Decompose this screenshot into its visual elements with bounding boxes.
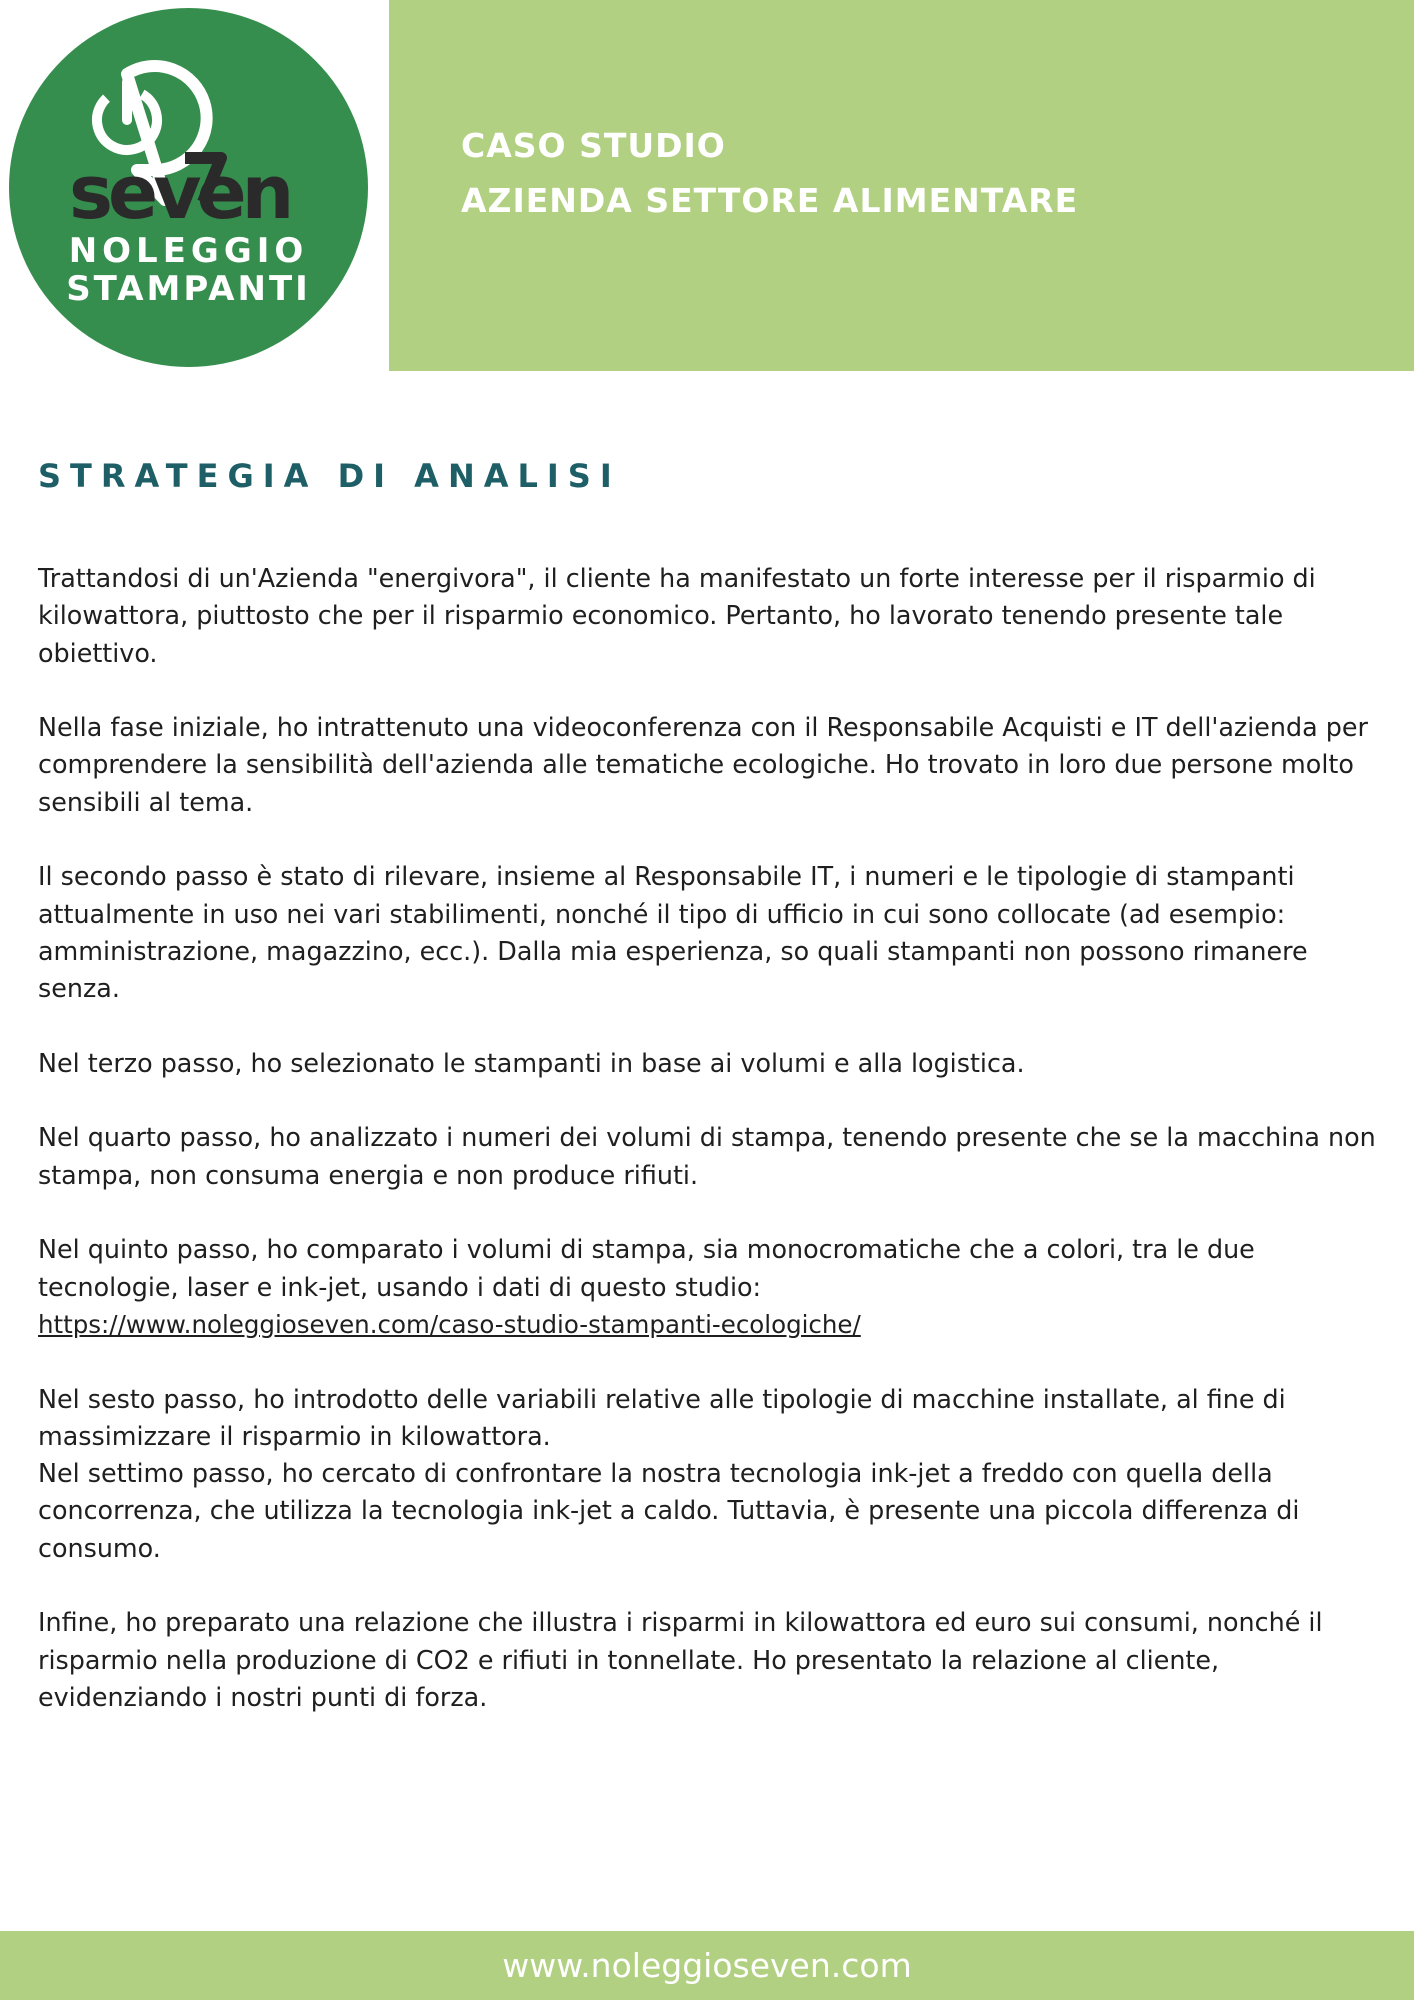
footer-band: [0, 1931, 1414, 2000]
study-link[interactable]: https://www.noleggioseven.com/caso-studio-stampanti-ecologiche/: [38, 1309, 861, 1339]
paragraph-9: Infine, ho preparato una relazione che illustra i risparmi in kilowattora ed euro sui consumi, nonché il risparmio nella produzione di CO2 e rifiuti in tonnellate. Ho presentato la relazione al cliente, evidenziando i nostri punti di forza.: [38, 1607, 1323, 1712]
paragraph-3: Il secondo passo è stato di rilevare, insieme al Responsabile IT, i numeri e le tipologie di stampanti attualmente in uso nei vari stabilimenti, nonché il tipo di ufficio in cui sono collocate (ad esempio: amministrazione, magazzino, ecc.). Dalla mia esperienza, so quali stampanti non possono rimanere senza.: [38, 861, 1308, 1004]
logo-line-1: NOLEGGIO: [68, 231, 309, 271]
paragraph-1: Trattandosi di un'Azienda "energivora", il cliente ha manifestato un forte interesse per il risparmio di kilowattora, piuttosto che per il risparmio economico. Pertanto, ho lavorato tenendo presente tale obiettivo.: [38, 563, 1316, 668]
paragraph-4: Nel terzo passo, ho selezionato le stampanti in base ai volumi e alla logistica.: [38, 1047, 1025, 1078]
logo: [9, 8, 368, 367]
title-line-2: AZIENDA SETTORE ALIMENTARE: [461, 181, 1079, 220]
document-title: [461, 118, 1078, 228]
logo-line-2: STAMPANTI: [66, 269, 311, 309]
paragraph-6-text: Nel quinto passo, ho comparato i volumi di stampa, sia monocromatiche che a colori, tra le due tecnologie, laser e ink-jet, usando i dati di questo studio:: [38, 1234, 1255, 1302]
paragraph-8: Nel settimo passo, ho cercato di confrontare la nostra tecnologia ink-jet a freddo con quella della concorrenza, che utilizza la tecnologia ink-jet a caldo. Tuttavia, è presente una piccola differenza di consumo.: [38, 1458, 1300, 1563]
paragraph-2: Nella fase iniziale, ho intrattenuto una videoconferenza con il Responsabile Acquisti e IT dell'azienda per comprendere la sensibilità dell'azienda alle tematiche ecologiche. Ho trovato in loro due persone molto sensibili al tema.: [38, 712, 1368, 817]
title-line-1: CASO STUDIO: [461, 126, 726, 165]
header-band: [389, 0, 1414, 371]
section-heading: STRATEGIA DI ANALISI: [38, 457, 621, 495]
paragraph-5: Nel quarto passo, ho analizzato i numeri dei volumi di stampa, tenendo presente che se la macchina non stampa, non consuma energia e non produce rifiuti.: [38, 1122, 1376, 1190]
footer-url[interactable]: www.noleggioseven.com: [502, 1946, 912, 1985]
paragraph-6: [38, 1231, 1382, 1343]
document-body: [38, 560, 1382, 1754]
paragraph-7: Nel sesto passo, ho introdotto delle variabili relative alle tipologie di macchine installate, al fine di massimizzare il risparmio in kilowattora.: [38, 1383, 1286, 1451]
logo-wordmark: seven: [69, 150, 290, 236]
